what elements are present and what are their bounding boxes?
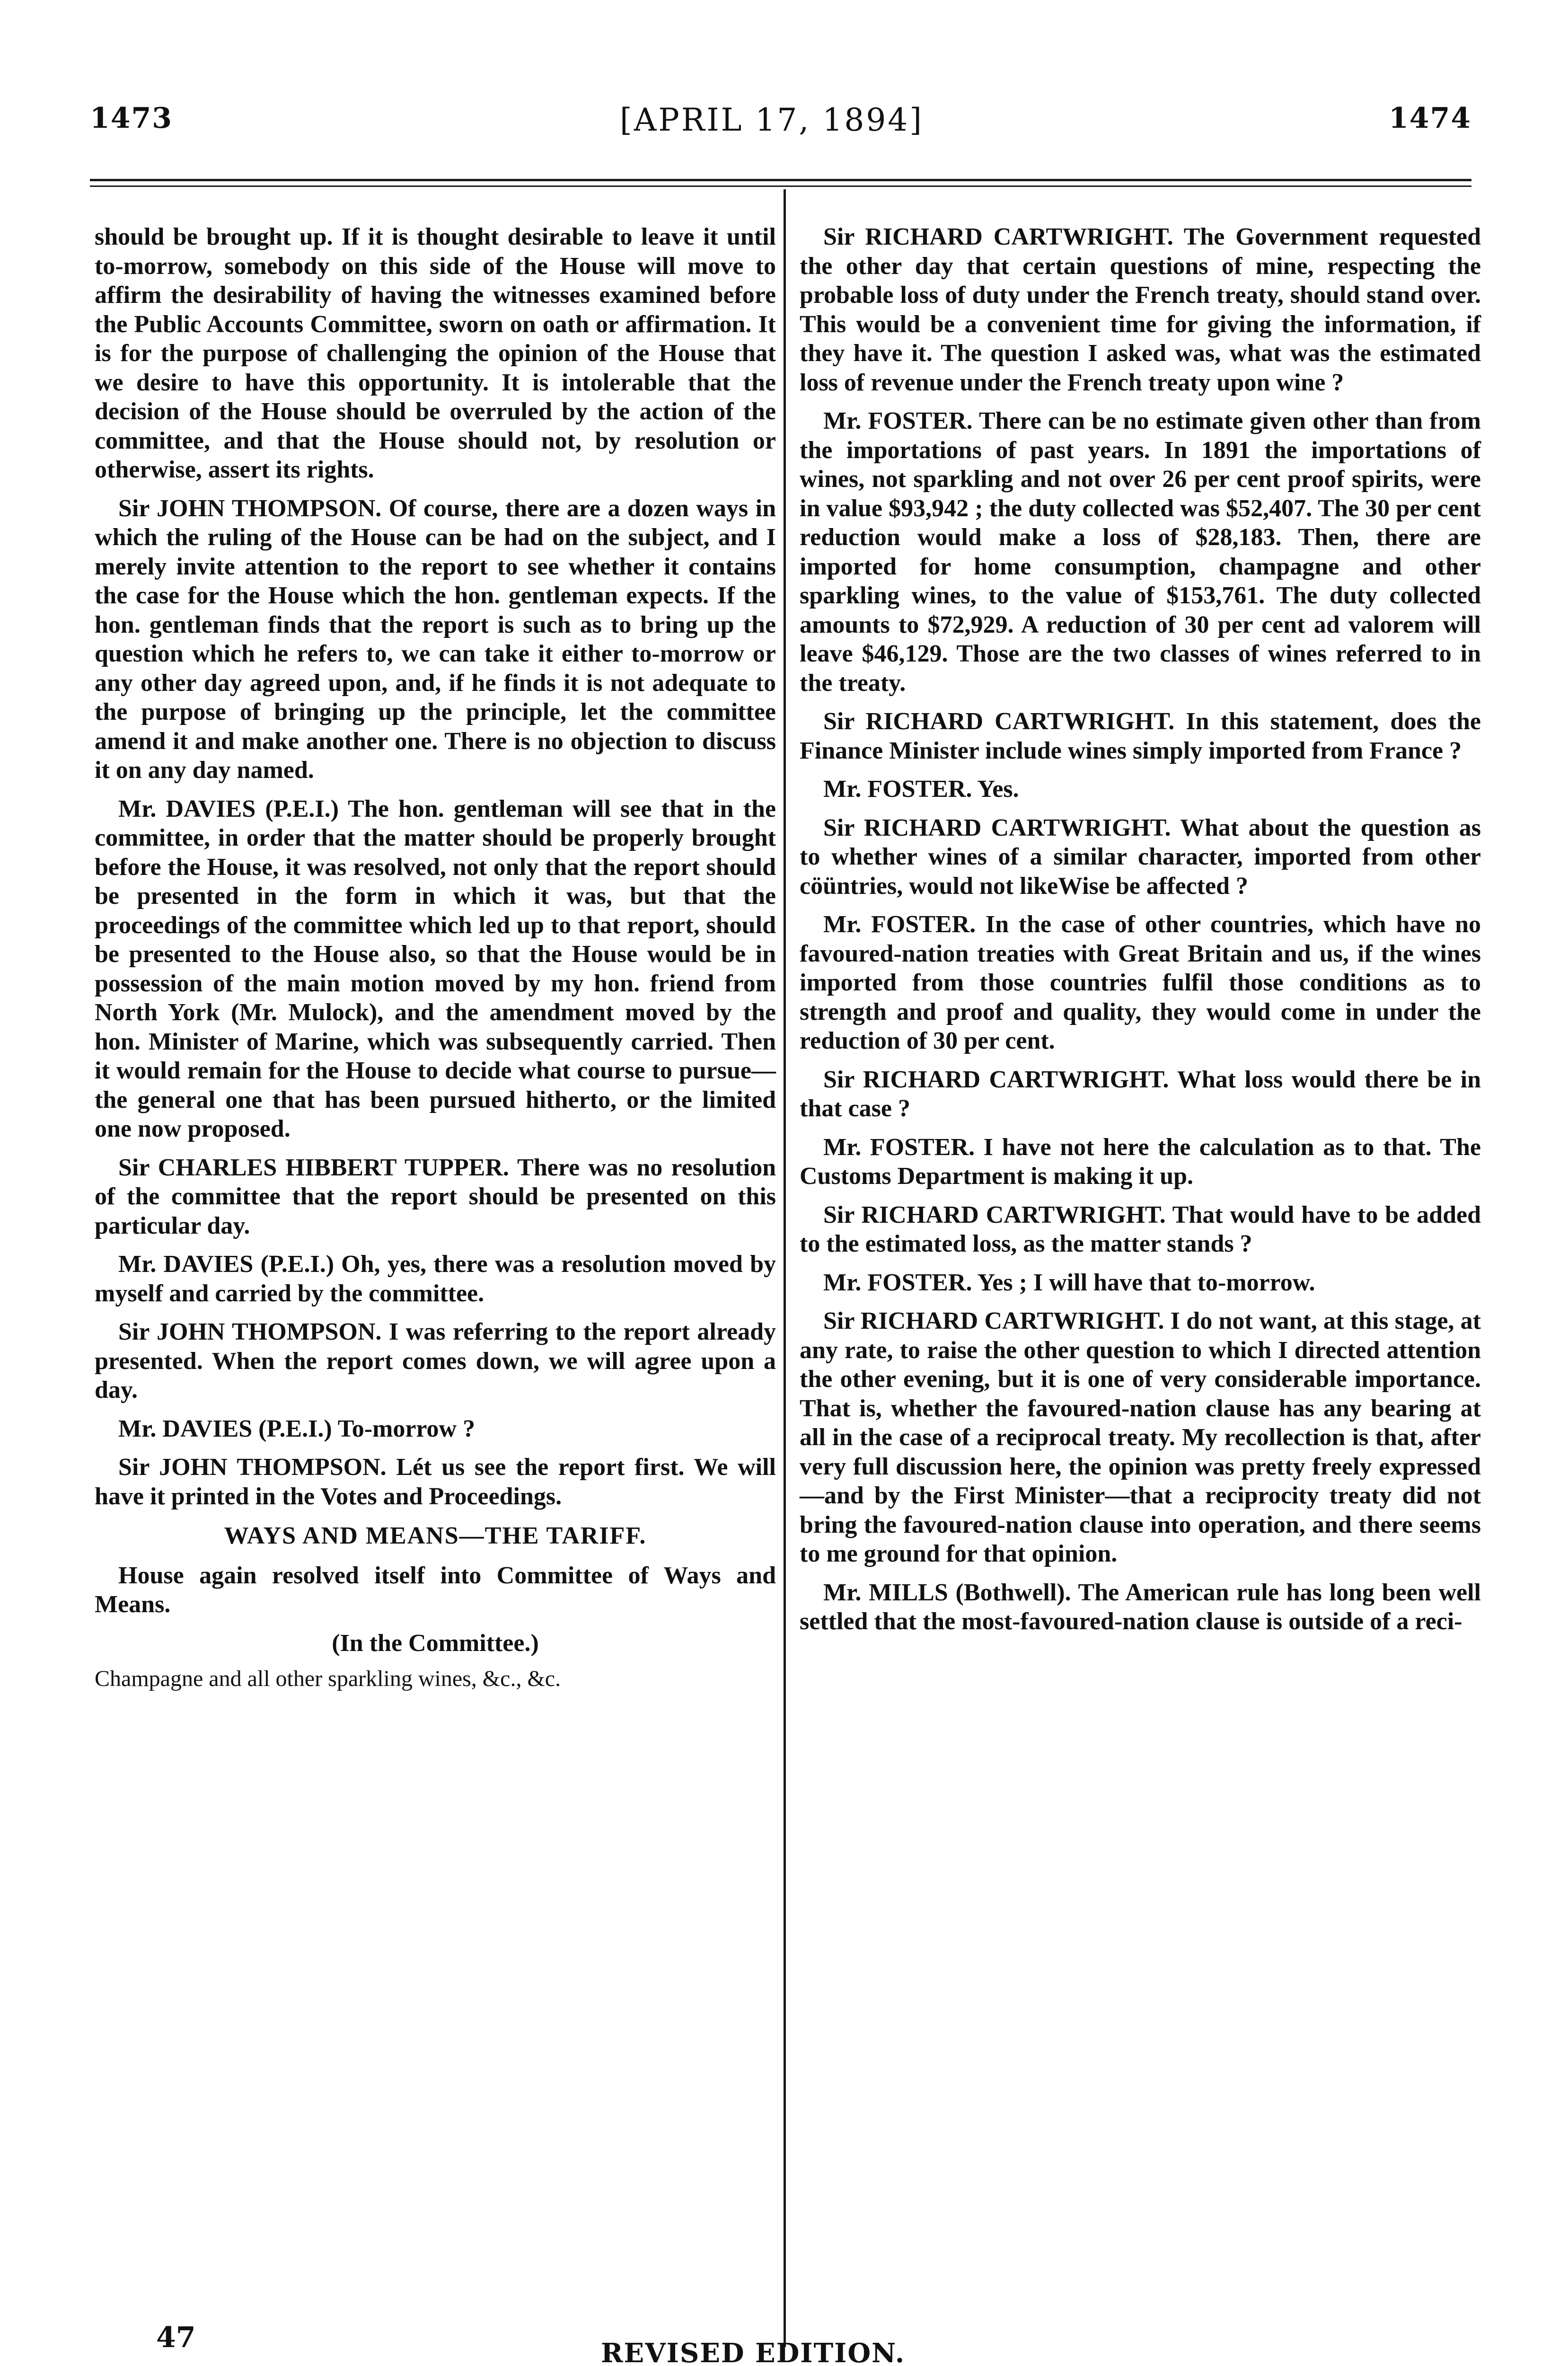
paragraph: Sir RICHARD CARTWRIGHT. The Government requested the other day that certain questions of mine, respecting the probable loss of duty under the French treaty, should stand over. This would be a convenient time for giving the information, if they have it. The question I asked was, what was the estimated loss of revenue under the French treaty upon wine ? (800, 223, 1481, 396)
paragraph: Sir JOHN THOMPSON. I was referring to the report already presented. When the report comes down, we will agree upon a day. (95, 1318, 776, 1404)
left-column (95, 222, 776, 1703)
header-rule-bottom (90, 185, 1471, 187)
paragraph: Mr. DAVIES (P.E.I.) Oh, yes, there was a resolution moved by myself and carried by the committee. (95, 1251, 776, 1307)
tariff-item-line: Champagne and all other sparkling wines, &c., &c. (95, 1666, 561, 1691)
sitting-date: [APRIL 17, 1894] (620, 102, 924, 138)
column-divider (784, 189, 786, 2347)
edition-label: REVISED EDITION. (601, 2338, 906, 2366)
right-column (800, 222, 1481, 1646)
signature-folio: 47 (156, 2321, 196, 2354)
paragraph: Mr. DAVIES (P.E.I.) The hon. gentleman will see that in the committee, in order that the matter should be properly brought before the House, it was resolved, not only that the report should be presented in the form in which it was, but that the proceedings of the committee which led up to that report, should be presented to the House also, so that the House would be in possession of the main motion moved by my hon. friend from North York (Mr. Mulock), and the amendment moved by the hon. Minister of Marine, which was subsequently carried. Then it would remain for the House to decide what course to pursue—the general one that has been pursued hitherto, or the limited one now proposed. (95, 795, 776, 1142)
paragraph: Mr. MILLS (Bothwell). The American rule has long been well settled that the most-favoured-nation clause is outside of a reci- (800, 1579, 1481, 1635)
paragraph: Mr. FOSTER. Yes ; I will have that to-morrow. (823, 1269, 1315, 1296)
page-header (90, 102, 1471, 149)
paragraph: Mr. FOSTER. Yes. (823, 776, 1019, 803)
left-page-number: 1473 (90, 102, 173, 135)
paragraph: Sir RICHARD CARTWRIGHT. I do not want, at this stage, at any rate, to raise the other question to which I directed attention the other evening, but it is one of very considerable importance. That is, whether the favoured-nation clause has any bearing at all in the case of a reciprocal treaty. My recollection is that, after very full discussion here, the opinion was pretty freely expressed—and by the First Minister—that a reciprocity treaty did not bring the favoured-nation clause into operation, and there seems to me ground for that opinion. (800, 1307, 1481, 1567)
paragraph: Mr. FOSTER. There can be no estimate given other than from the importations of past years. In 1891 the importations of wines, not sparkling and not over 26 per cent proof spirits, were in value $93,942 ; the duty collected was $52,407. The 30 per cent reduction would make a loss of $28,183. Then, there are imported for home consumption, champagne and other sparkling wines, to the value of $153,761. The duty collected amounts to $72,929. A reduction of 30 per cent ad valorem will leave $46,129. Those are the two classes of wines referred to in the treaty. (800, 407, 1481, 697)
section-intro: House again resolved itself into Committee of Ways and Means. (95, 1562, 776, 1618)
section-heading: WAYS AND MEANS—THE TARIFF. (224, 1522, 647, 1549)
paragraph: Sir JOHN THOMPSON. Of course, there are a dozen ways in which the ruling of the House can be had on the subject, and I merely invite attention to the report to see whether it contains the case for the House which the hon. gentleman expects. If the hon. gentleman finds that the report is such as to bring up the question which he refers to, we can take it either to-morrow or any other day agreed upon, and, if he finds it is not adequate to the purpose of bringing up the principle, let the committee amend it and make another one. There is no objection to discuss it on any day named. (95, 494, 776, 784)
paragraph: Mr. FOSTER. I have not here the calculation as to that. The Customs Department is making it up. (800, 1133, 1481, 1190)
paragraph: should be brought up. If it is thought desirable to leave it until to-morrow, somebody on this side of the House will move to affirm the desirability of having the witnesses examined before the Public Accounts Committee, sworn on oath or affirmation. It is for the purpose of challenging the opinion of the House that we desire to have this opportunity. It is intolerable that the decision of the House should be overruled by the action of the committee, and that the House should not, by resolution or otherwise, assert its rights. (95, 223, 776, 483)
header-rule-top (90, 179, 1471, 181)
paragraph: Sir RICHARD CARTWRIGHT. That would have to be added to the estimated loss, as the matter stands ? (800, 1201, 1481, 1257)
paragraph: Sir CHARLES HIBBERT TUPPER. There was no resolution of the committee that the report should be presented on this particular day. (95, 1154, 776, 1239)
paragraph: Sir RICHARD CARTWRIGHT. What about the question as to whether wines of a similar character, imported from other cöüntries, would not likeWise be affected ? (800, 814, 1481, 900)
right-page-number: 1474 (1389, 102, 1471, 135)
paragraph: Mr. DAVIES (P.E.I.) To-morrow ? (118, 1415, 476, 1442)
committee-note: (In the Committee.) (332, 1629, 539, 1657)
paragraph: Mr. FOSTER. In the case of other countries, which have no favoured-nation treaties with Great Britain and us, if the wines imported from those countries fulfil those conditions as to strength and proof and quality, they would come in under the reduction of 30 per cent. (800, 911, 1481, 1054)
paragraph: Sir RICHARD CARTWRIGHT. What loss would there be in that case ? (800, 1066, 1481, 1122)
paragraph: Sir RICHARD CARTWRIGHT. In this statement, does the Finance Minister include wines simply imported from France ? (800, 708, 1481, 764)
paragraph: Sir JOHN THOMPSON. Lét us see the report first. We will have it printed in the Votes and Proceedings. (95, 1454, 776, 1510)
